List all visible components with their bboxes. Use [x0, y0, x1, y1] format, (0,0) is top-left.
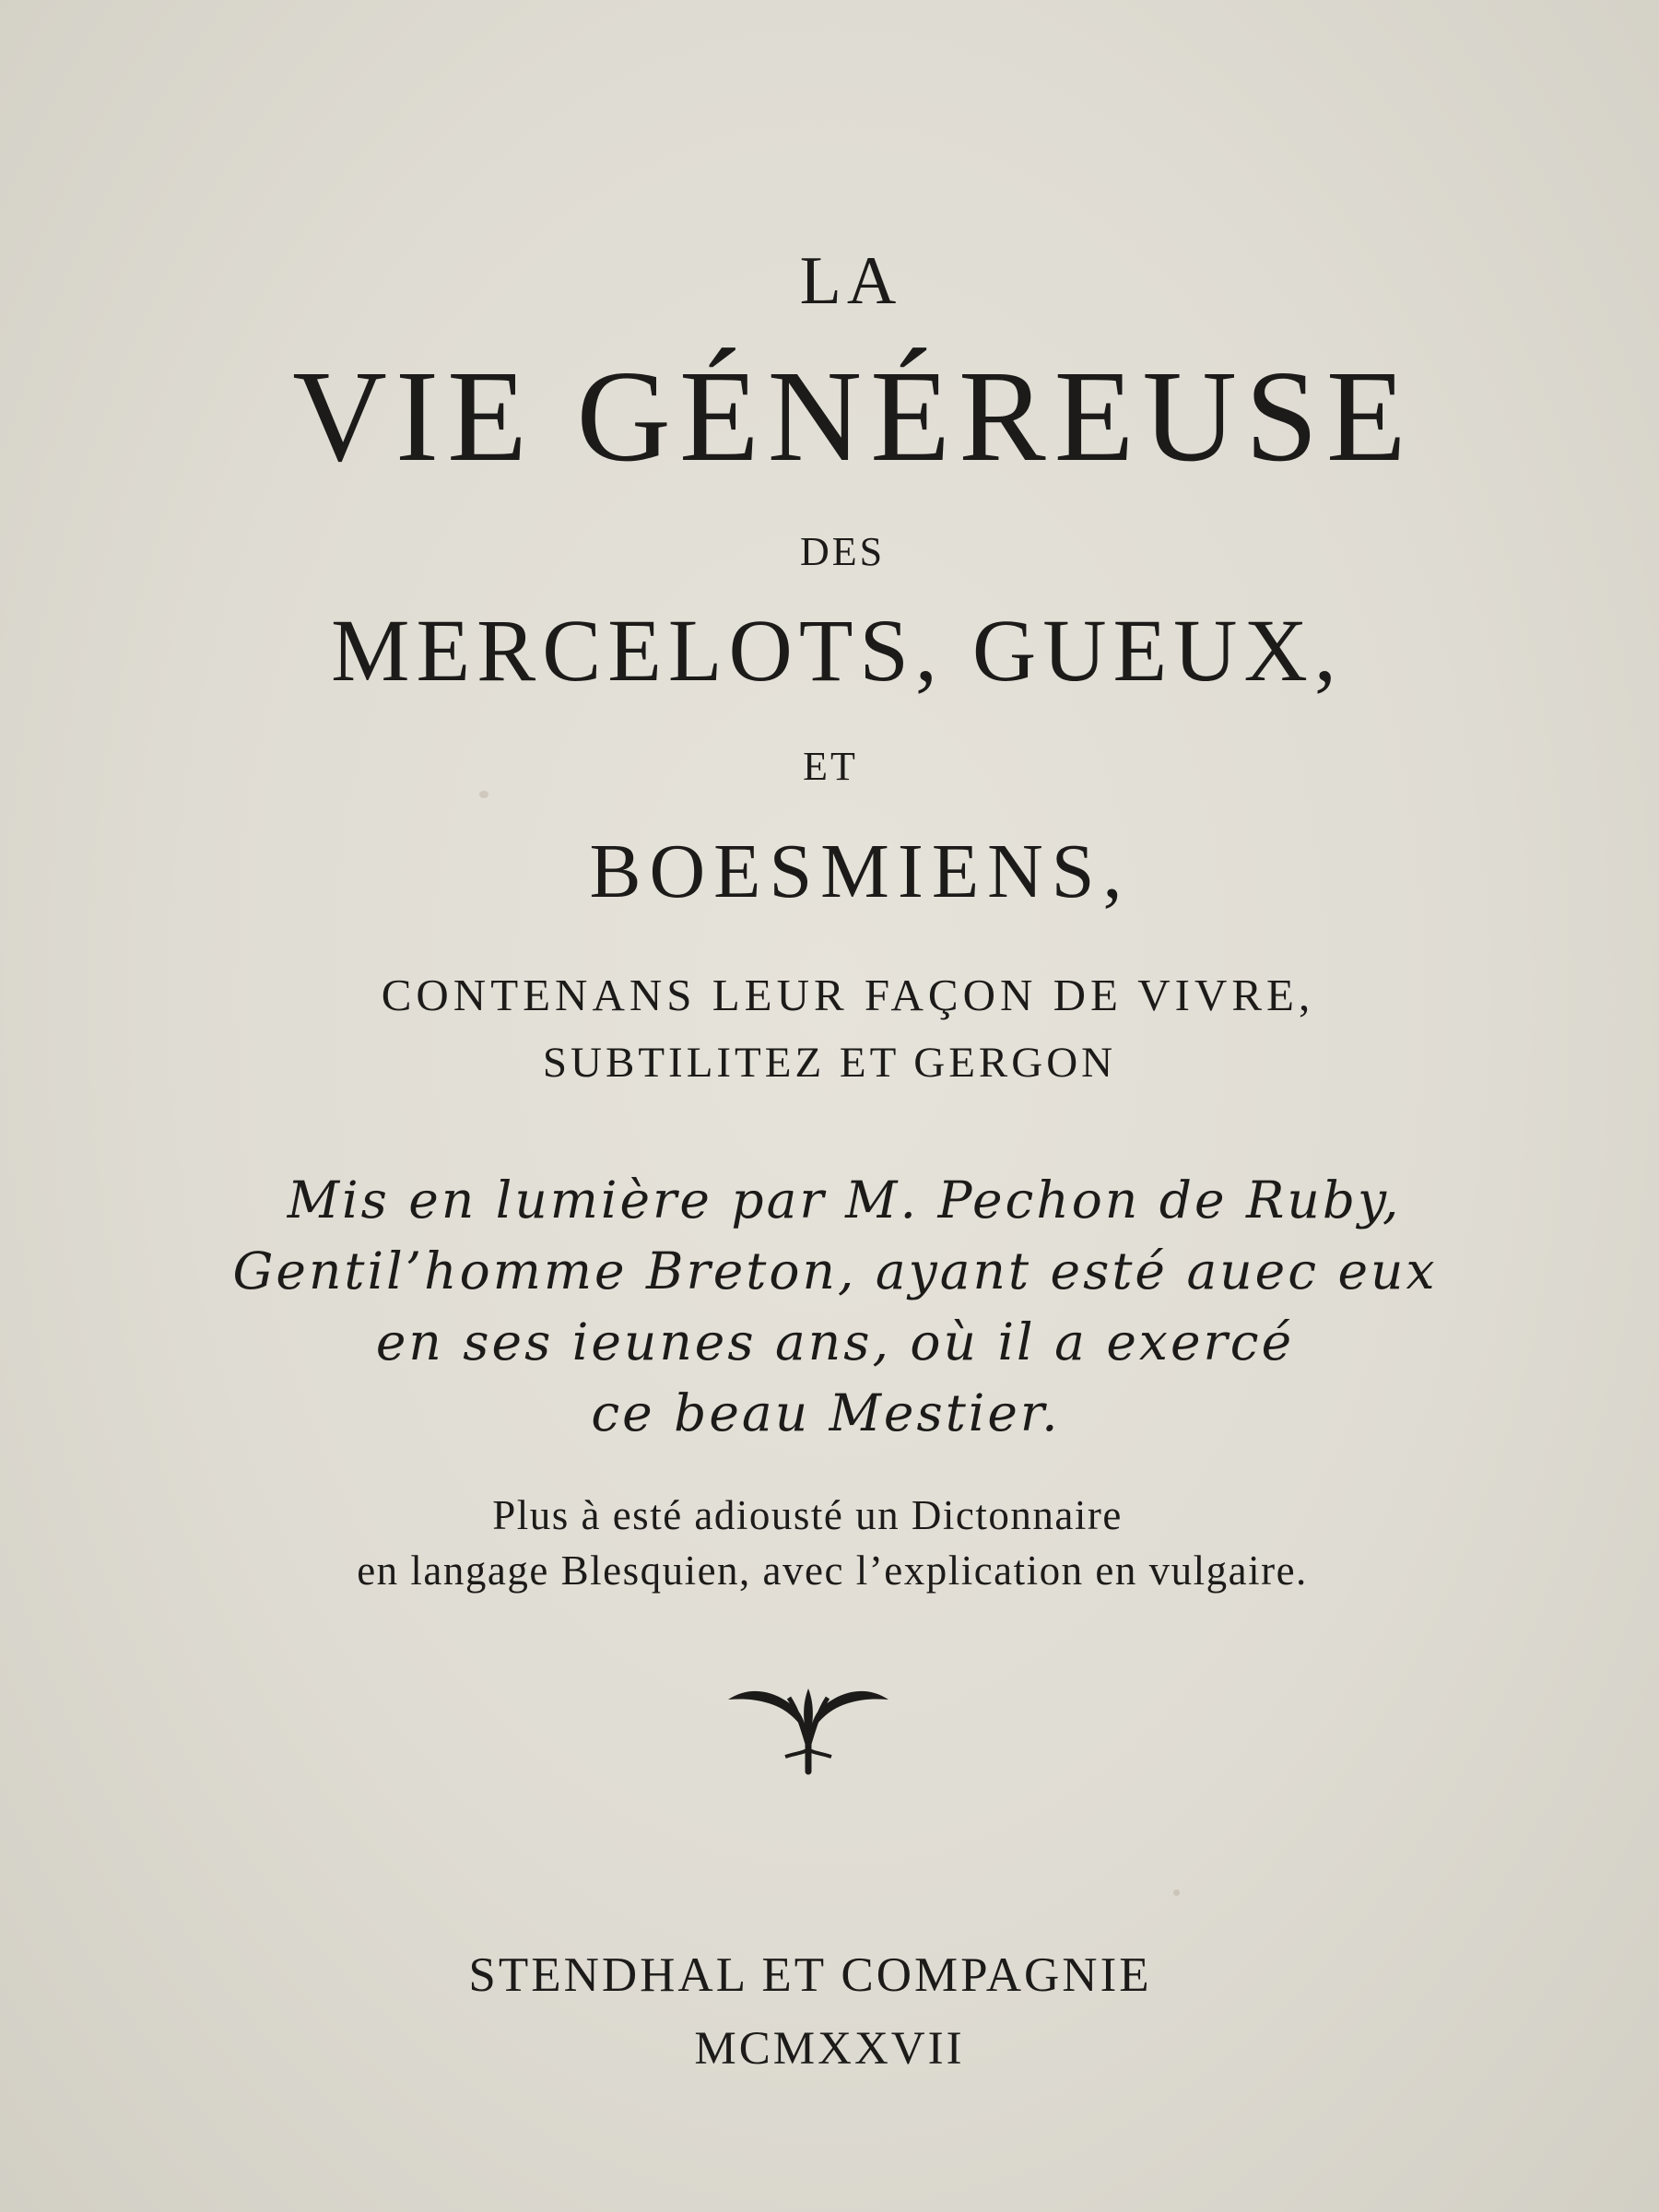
- title-et: ET: [803, 744, 858, 789]
- title-mercelots: MERCELOTS, GUEUX,: [331, 601, 1343, 700]
- subtitle-line: CONTENANS LEUR FAÇON DE VIVRE,: [381, 970, 1315, 1020]
- author-note-line: en ses ieunes ans, où il a exercé: [375, 1312, 1295, 1371]
- subtitle-line: SUBTILITEZ ET GERGON: [542, 1039, 1117, 1087]
- author-note-line: Gentil’homme Breton, ayant esté auec eux: [232, 1241, 1438, 1300]
- title-boesmiens: BOESMIENS,: [589, 829, 1131, 914]
- title-des: DES: [799, 529, 886, 574]
- publisher: STENDHAL ET COMPAGNIE: [468, 1948, 1152, 2002]
- fleuron-ornament-icon: [721, 1676, 896, 1777]
- supplement-line: Plus à esté adiousté un Dictonnaire: [492, 1492, 1123, 1538]
- author-note-line: ce beau Mestier.: [591, 1383, 1061, 1442]
- main-title: VIE GÉNÉREUSE: [292, 343, 1415, 488]
- paper-spot: [1173, 1889, 1180, 1896]
- author-note-line: Mis en lumière par M. Pechon de Ruby,: [287, 1171, 1402, 1230]
- paper-spot: [479, 791, 488, 798]
- supplement-line: en langage Blesquien, avec l’explication en vulgaire.: [357, 1547, 1308, 1594]
- title-la: LA: [799, 243, 902, 319]
- publication-year: MCMXXVII: [694, 2023, 965, 2075]
